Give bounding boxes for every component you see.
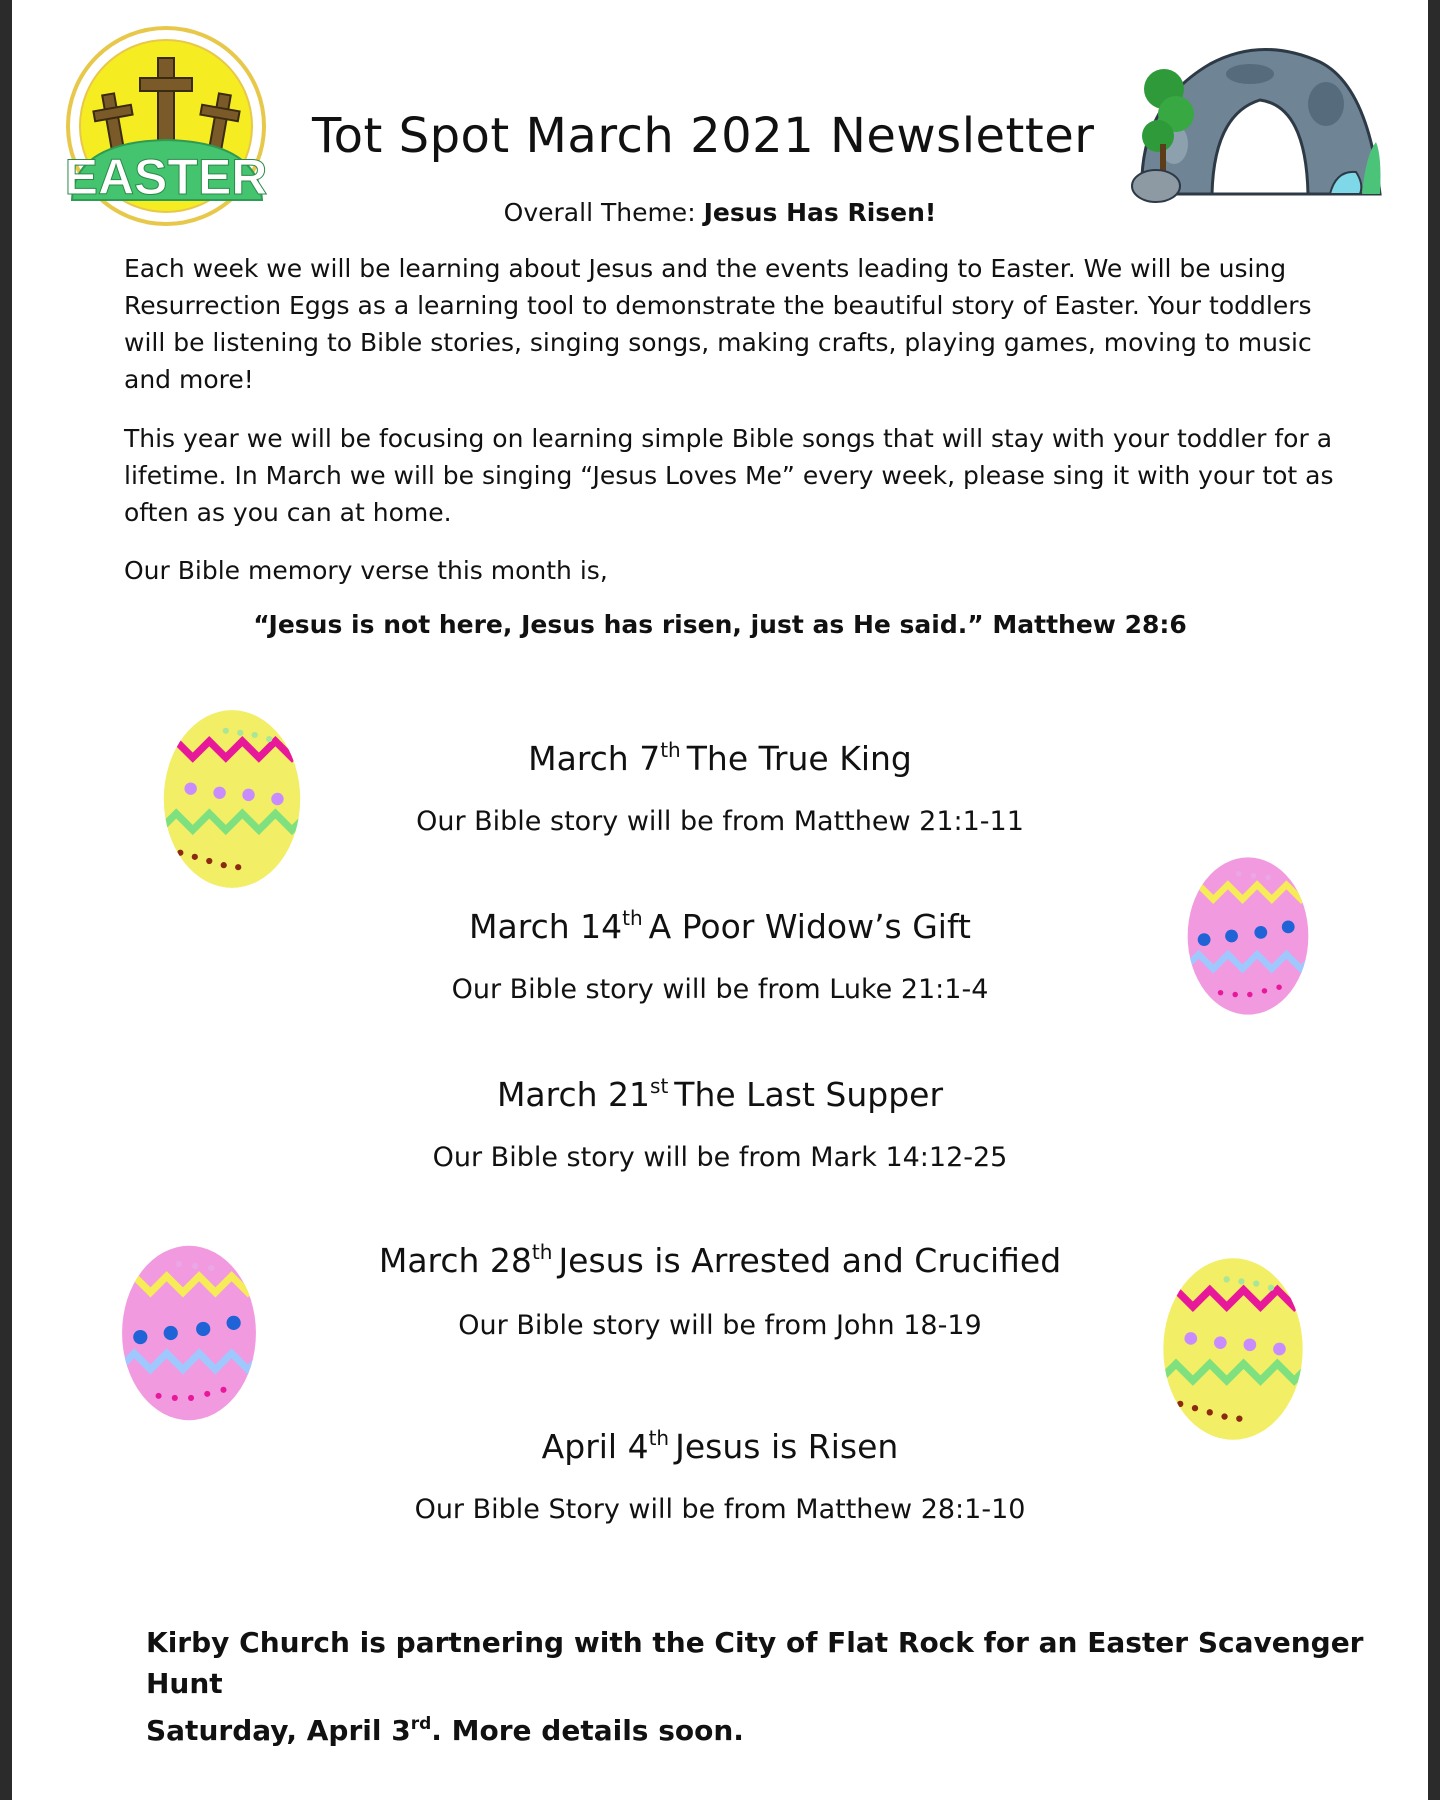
easter-egg-yellow-icon xyxy=(154,706,310,892)
memory-verse: “Jesus is not here, Jesus has risen, just as He said.” Matthew 28:6 xyxy=(253,610,1187,639)
logo-text: EASTER xyxy=(64,149,268,205)
week-4-name: Jesus is Arrested and Crucified xyxy=(558,1241,1062,1280)
newsletter-page xyxy=(12,0,1428,1800)
week-3-title xyxy=(12,1074,1428,1114)
announcement-line-2 xyxy=(146,1704,1396,1751)
announcement-date: Saturday, April 3 xyxy=(146,1714,411,1747)
week-1-reference: Our Bible story will be from Matthew 21:1-11 xyxy=(416,806,1024,837)
announcement-date-suffix: rd xyxy=(410,1714,432,1734)
overall-theme xyxy=(12,198,1428,227)
week-1-date: March 7 xyxy=(528,739,661,778)
memory-verse-intro: Our Bible memory verse this month is, xyxy=(124,556,608,585)
newsletter-title: Tot Spot March 2021 Newsletter xyxy=(312,108,1095,164)
theme-label: Overall Theme: xyxy=(503,198,704,227)
week-1-name: The True King xyxy=(686,739,912,778)
week-4-date: March 28 xyxy=(378,1241,532,1280)
week-5-date: April 4 xyxy=(541,1427,649,1466)
week-5-name: Jesus is Risen xyxy=(675,1427,899,1466)
easter-egg-pink-icon xyxy=(118,1238,260,1428)
week-5-date-suffix: th xyxy=(648,1426,670,1450)
week-3-date-suffix: st xyxy=(650,1074,669,1098)
theme-value: Jesus Has Risen! xyxy=(703,198,937,227)
announcement-line-1: Kirby Church is partnering with the City of Flat Rock for an Easter Scavenger Hunt xyxy=(146,1626,1364,1700)
intro-paragraph: Each week we will be learning about Jesus and the events leading to Easter. We will be using Resurrection Eggs as a learning tool to demonstrate the beautiful story of Easter. Your toddlers will be listening to Bible stories, singing songs, making crafts, playing games, moving to music and more! xyxy=(124,254,1312,394)
easter-egg-yellow-icon xyxy=(1154,1254,1312,1444)
week-3-name: The Last Supper xyxy=(674,1075,944,1114)
week-1-date-suffix: th xyxy=(660,738,681,762)
week-4-date-suffix: th xyxy=(531,1240,553,1264)
week-2-date: March 14 xyxy=(469,907,623,946)
week-2-reference: Our Bible story will be from Luke 21:1-4 xyxy=(451,974,989,1005)
week-4-reference: Our Bible story will be from John 18-19 xyxy=(458,1310,982,1341)
week-2-name: A Poor Widow’s Gift xyxy=(648,907,971,946)
week-2-date-suffix: th xyxy=(622,906,643,930)
week-5-reference: Our Bible Story will be from Matthew 28:1-10 xyxy=(414,1494,1026,1525)
scavenger-hunt-announcement xyxy=(146,1622,1396,1751)
week-3-date: March 21 xyxy=(496,1075,651,1114)
songs-paragraph: This year we will be focusing on learning simple Bible songs that will stay with your toddler for a lifetime. In March we will be singing “Jesus Loves Me” every week, please sing it with your tot as often as you can at home. xyxy=(124,424,1334,527)
announcement-details: . More details soon. xyxy=(431,1714,744,1747)
easter-egg-pink-icon xyxy=(1184,852,1312,1020)
week-3-reference: Our Bible story will be from Mark 14:12-25 xyxy=(432,1142,1008,1173)
